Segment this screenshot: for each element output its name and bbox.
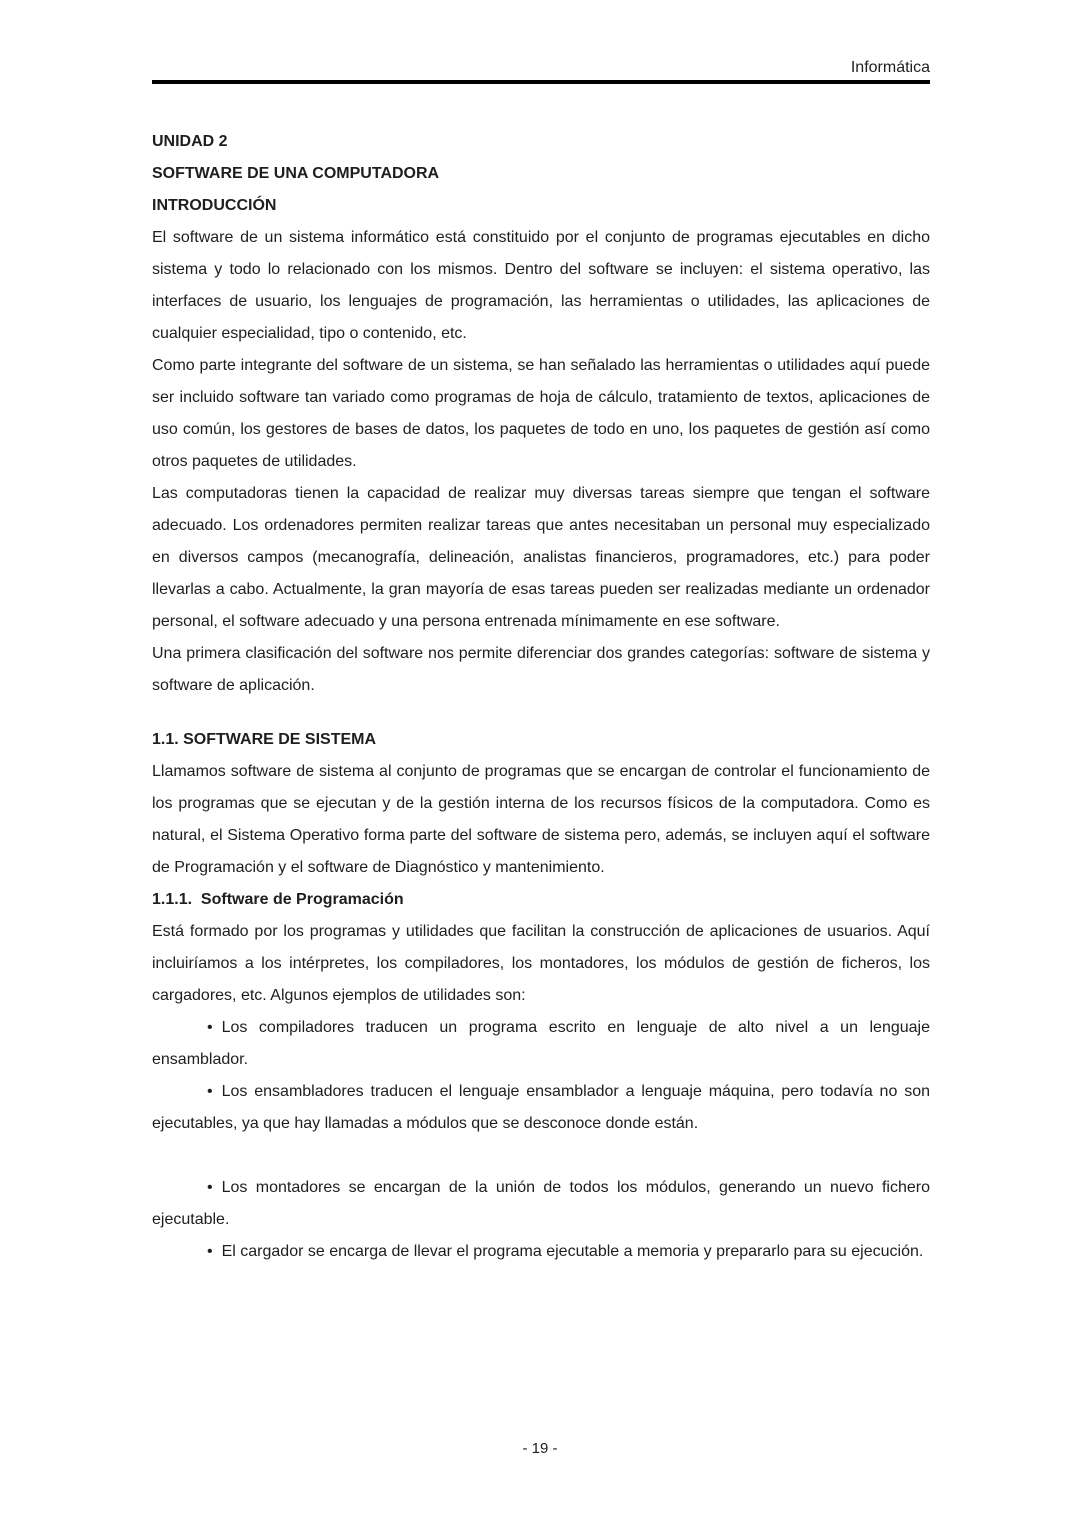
bullet-text: Los ensambladores traducen el lenguaje ensamblador a lenguaje máquina, pero todavía no son ejecutables, ya que hay llamadas a módulos que se desconoce donde están. bbox=[152, 1083, 930, 1132]
bullet-text: El cargador se encarga de llevar el programa ejecutable a memoria y prepararlo para su ejecución. bbox=[221, 1243, 924, 1260]
paragraph-intro-1: El software de un sistema informático está constituido por el conjunto de programas ejecutables en dicho sistema y todo lo relacionado con los mismos. Dentro del software se incluyen: el sistema operativo, las interfaces de usuario, los lenguajes de programación, las herramientas o utilidades, las aplicaciones de cualquier especialidad, tipo o contenido, etc. bbox=[152, 229, 930, 342]
section-1-1-1-heading: 1.1.1. Software de Programación bbox=[152, 891, 404, 908]
bullet-item-compiladores bbox=[152, 1012, 930, 1076]
bullet-text: Los compiladores traducen un programa escrito en lenguaje de alto nivel a un lenguaje ensamblador. bbox=[152, 1019, 930, 1068]
page-number: - 19 - bbox=[522, 1440, 558, 1457]
bullet-icon: • bbox=[207, 1179, 213, 1196]
paragraph-software-programacion: Está formado por los programas y utilidades que facilitan la construcción de aplicaciones de usuarios. Aquí incluiríamos a los intérpretes, los compiladores, los montadores, los módulos de gestión de ficheros, los cargadores, etc. Algunos ejemplos de utilidades son: bbox=[152, 923, 930, 1004]
intro-heading: INTRODUCCIÓN bbox=[152, 197, 277, 214]
unit-heading: UNIDAD 2 bbox=[152, 133, 228, 150]
header-rule bbox=[152, 80, 930, 84]
paragraph-intro-4: Una primera clasificación del software nos permite diferenciar dos grandes categorías: software de sistema y software de aplicación. bbox=[152, 645, 930, 694]
paragraph-software-sistema: Llamamos software de sistema al conjunto de programas que se encargan de controlar el funcionamiento de los programas que se ejecutan y de la gestión interna de los recursos físicos de la computadora. Como es natural, el Sistema Operativo forma parte del software de sistema pero, además, se incluyen aquí el software de Programación y el software de Diagnóstico y mantenimiento. bbox=[152, 763, 930, 876]
bullet-item-cargador bbox=[152, 1236, 930, 1268]
paragraph-intro-2: Como parte integrante del software de un sistema, se han señalado las herramientas o utilidades aquí puede ser incluido software tan variado como programas de hoja de cálculo, tratamiento de textos, aplicaciones de uso común, los gestores de bases de datos, los paquetes de todo en uno, los paquetes de gestión así como otros paquetes de utilidades. bbox=[152, 357, 930, 470]
bullet-item-ensambladores bbox=[152, 1076, 930, 1140]
document-title: SOFTWARE DE UNA COMPUTADORA bbox=[152, 165, 440, 182]
bullet-icon: • bbox=[207, 1019, 213, 1036]
bullet-icon: • bbox=[207, 1243, 213, 1260]
paragraph-intro-3: Las computadoras tienen la capacidad de realizar muy diversas tareas siempre que tengan el software adecuado. Los ordenadores permiten realizar tareas que antes necesitaban un personal muy especializado en diversos campos (mecanografía, delineación, analistas financieros, programadores, etc.) para poder llevarlas a cabo. Actualmente, la gran mayoría de esas tareas pueden ser realizadas mediante un ordenador personal, el software adecuado y una persona entrenada mínimamente en ese software. bbox=[152, 485, 930, 630]
page-header bbox=[152, 0, 930, 78]
section-1-1-heading: 1.1. SOFTWARE DE SISTEMA bbox=[152, 731, 377, 748]
bullet-text: Los montadores se encargan de la unión de todos los módulos, generando un nuevo fichero ejecutable. bbox=[152, 1179, 930, 1228]
page-content bbox=[152, 0, 930, 1268]
bullet-item-montadores bbox=[152, 1172, 930, 1236]
header-title: Informática bbox=[850, 59, 930, 76]
bullet-icon: • bbox=[207, 1083, 213, 1100]
